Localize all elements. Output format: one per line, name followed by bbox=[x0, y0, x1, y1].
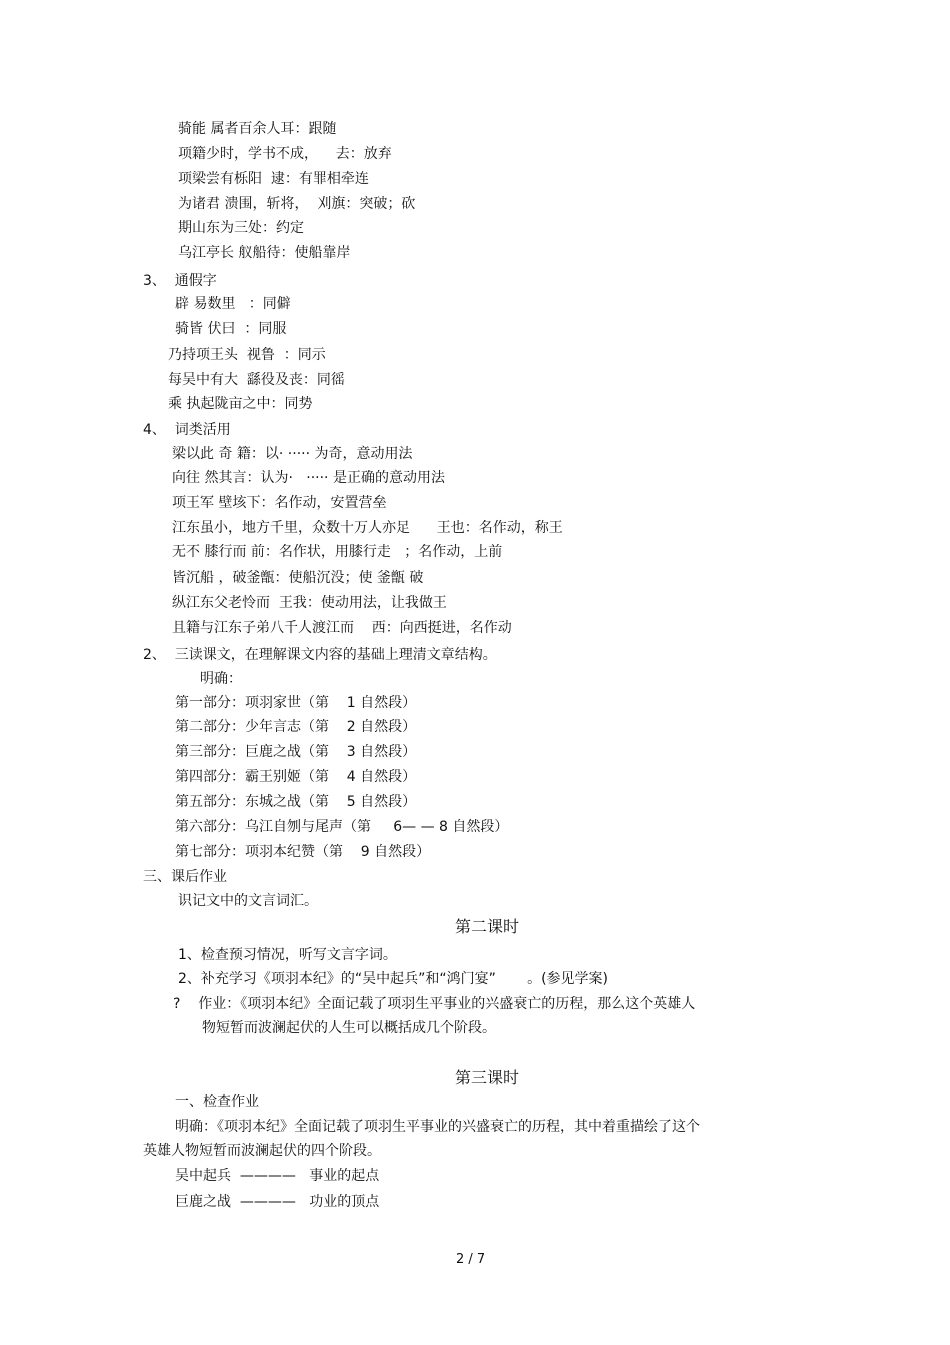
stage-item: 巨鹿之战 ———— 功业的顶点 bbox=[175, 1194, 380, 1210]
structure-item: 第七部分：项羽本纪赞（第 9 自然段） bbox=[175, 844, 431, 860]
text-line: 英雄人物短暂而波澜起伏的四个阶段。 bbox=[143, 1143, 381, 1159]
vocab-line: 无不 膝行而 前：名作状，用膝行走 ；名作动，上前 bbox=[172, 544, 503, 560]
vocab-line: 每吴中有大 繇役及丧：同徭 bbox=[168, 372, 345, 388]
vocab-line: 向往 然其言：认为· ····· 是正确的意动用法 bbox=[172, 470, 445, 486]
vocab-line: 乃持项王头 视鲁 ：同示 bbox=[168, 347, 326, 363]
structure-item: 第五部分：东城之战（第 5 自然段） bbox=[175, 794, 417, 810]
vocab-line: 皆沉船 ，破釜甑：使船沉没；使 釜甑 破 bbox=[172, 570, 424, 586]
section-heading: 4、 词类活用 bbox=[143, 422, 231, 438]
vocab-line: 项梁尝有栎阳 逮：有罪相牵连 bbox=[178, 171, 369, 187]
vocab-line: 梁以此 奇 籍：以· ····· 为奇，意动用法 bbox=[172, 446, 413, 462]
vocab-line: 乌江亭长 舣船待：使船靠岸 bbox=[178, 245, 351, 261]
vocab-line: 项王军 壁垓下：名作动，安置营垒 bbox=[172, 495, 387, 511]
page-number: 2 / 7 bbox=[456, 1252, 486, 1267]
structure-item: 第四部分：霸王别姬（第 4 自然段） bbox=[175, 769, 417, 785]
text-line: 1、检查预习情况，听写文言字词。 bbox=[178, 947, 397, 963]
structure-item: 第三部分：巨鹿之战（第 3 自然段） bbox=[175, 744, 417, 760]
vocab-line: 项籍少时，学书不成， 去：放弃 bbox=[178, 146, 392, 162]
section-heading: 3、 通假字 bbox=[143, 273, 217, 289]
text-line: 2、补充学习《项羽本纪》的“吴中起兵”和“鸿门宴” 。(参见学案) bbox=[178, 971, 608, 987]
lesson-heading: 第三课时 bbox=[455, 1068, 520, 1087]
text-line: 明确：《项羽本纪》全面记载了项羽生平事业的兴盛衰亡的历程，其中着重描绘了这个 bbox=[175, 1119, 700, 1135]
text-line: 识记文中的文言词汇。 bbox=[178, 893, 318, 909]
vocab-line: 为诸君 溃围，斩将， 刈旗：突破；砍 bbox=[178, 196, 416, 212]
structure-item: 第六部分：乌江自刎与尾声（第 6— — 8 自然段） bbox=[175, 819, 509, 835]
vocab-line: 乘 执起陇亩之中：同势 bbox=[168, 396, 313, 412]
structure-item: 第二部分：少年言志（第 2 自然段） bbox=[175, 719, 417, 735]
vocab-line: 纵江东父老怜而 王我：使动用法，让我做王 bbox=[172, 595, 447, 611]
text-line: 明确： bbox=[200, 671, 242, 687]
structure-item: 第一部分：项羽家世（第 1 自然段） bbox=[175, 695, 417, 711]
vocab-line: 辟 易数里 ：同僻 bbox=[175, 296, 291, 312]
vocab-line: 骑能 属者百余人耳：跟随 bbox=[178, 121, 337, 137]
stage-item: 吴中起兵 ———— 事业的起点 bbox=[175, 1168, 380, 1184]
vocab-line: 期山东为三处：约定 bbox=[178, 220, 304, 236]
section-heading: 三、课后作业 bbox=[143, 869, 227, 885]
text-line: 物短暂而波澜起伏的人生可以概括成几个阶段。 bbox=[202, 1020, 496, 1036]
vocab-line: 骑皆 伏曰 ：同服 bbox=[175, 321, 287, 337]
section-heading: 2、 三读课文，在理解课文内容的基础上理清文章结构。 bbox=[143, 647, 497, 663]
section-heading: 一、检查作业 bbox=[175, 1094, 259, 1110]
text-line: ? 作业：《项羽本纪》全面记载了项羽生平事业的兴盛衰亡的历程，那么这个英雄人 bbox=[173, 996, 696, 1012]
vocab-line: 且籍与江东子弟八千人渡江而 西：向西挺进，名作动 bbox=[172, 620, 512, 636]
vocab-line: 江东虽小，地方千里，众数十万人亦足 王也：名作动，称王 bbox=[172, 520, 563, 536]
lesson-heading: 第二课时 bbox=[455, 917, 520, 936]
